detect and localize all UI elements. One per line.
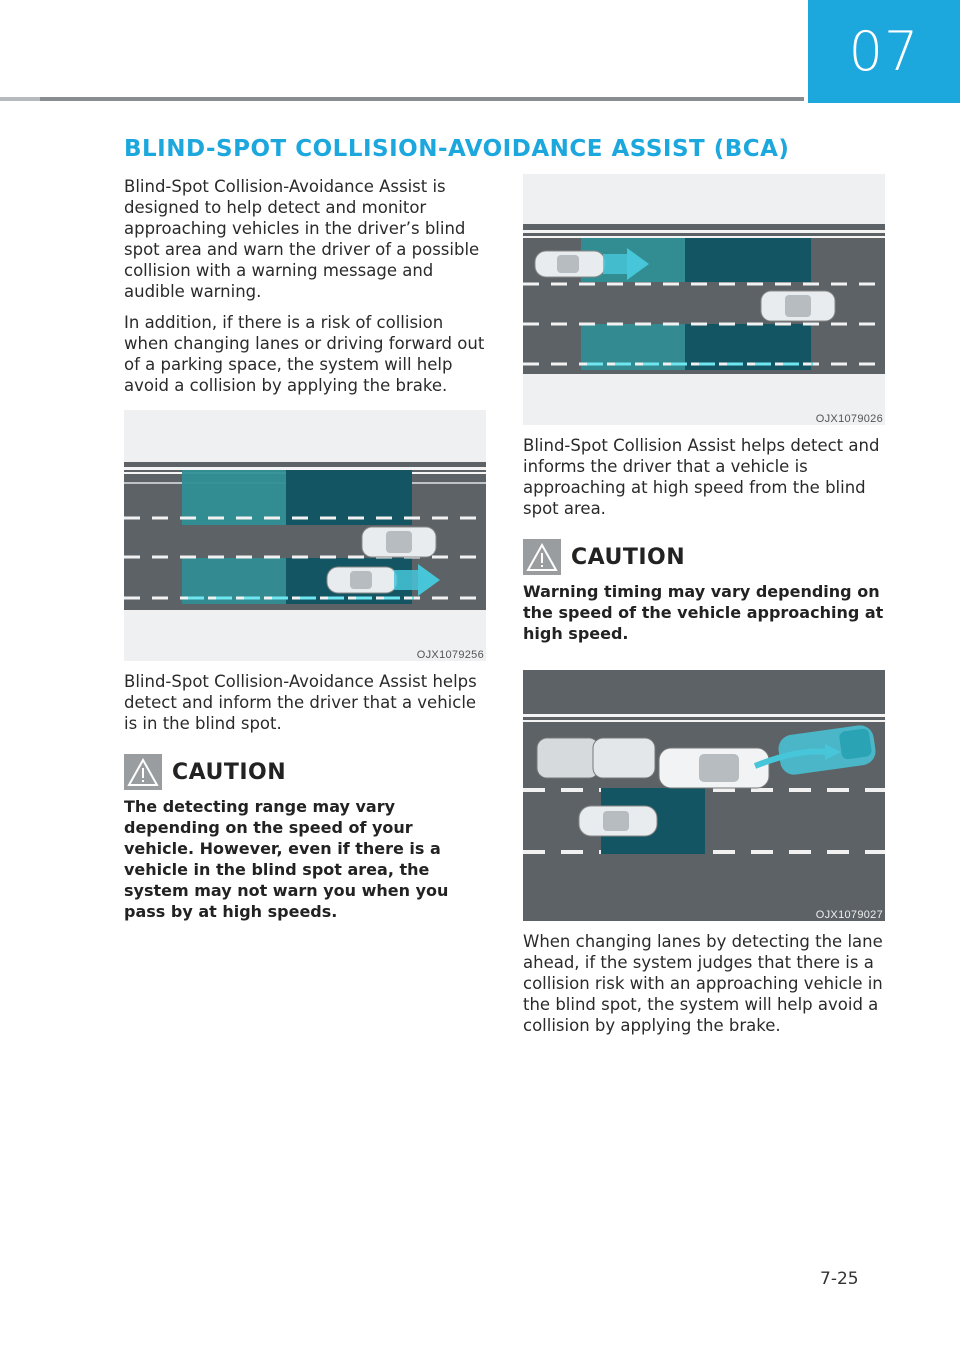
car-vehicle-icon	[535, 251, 605, 277]
caution-text: Warning timing may vary depending on the speed of the vehicle approaching at high speed.	[523, 582, 884, 643]
chapter-tab: 07	[808, 0, 960, 103]
header-rule-accent	[0, 97, 40, 101]
suv-vehicle-icon	[362, 527, 436, 557]
caution-title: CAUTION	[571, 544, 686, 570]
page-number: 7-25	[820, 1269, 859, 1289]
figure-high-speed-approach	[523, 174, 885, 425]
caution-header	[124, 754, 488, 790]
intro-paragraph-1: Blind-Spot Collision-Avoidance Assist is designed to help detect and monitor approaching vehicles in the driver’s blind spot area and warn the driver of a possible collision with a warning message and audible warning.	[124, 177, 480, 301]
figure-code: OJX1079026	[815, 413, 883, 425]
figure-caption: Blind-Spot Collision-Avoidance Assist helps detect and inform the driver that a vehicle is in the blind spot.	[124, 672, 477, 733]
car-vehicle-icon	[579, 806, 657, 836]
caution-header	[523, 539, 887, 575]
figure-lane-change-braking	[523, 670, 885, 921]
road-illustration-3	[523, 670, 885, 921]
figure-caption: Blind-Spot Collision Assist helps detect and informs the driver that a vehicle is approaching at high speed from the blind spot area.	[523, 436, 880, 518]
intro-paragraph-2: In addition, if there is a risk of collision when changing lanes or driving forward out of a parking space, the system will help avoid a collision by applying the brake.	[124, 313, 485, 395]
figure-code: OJX1079027	[815, 909, 883, 921]
caution-icon	[124, 754, 162, 790]
left-column	[124, 176, 488, 922]
road-illustration-1	[124, 410, 486, 661]
figure-blind-spot-detection	[124, 410, 486, 661]
section-title: BLIND-SPOT COLLISION-AVOIDANCE ASSIST (BCA)	[124, 136, 790, 162]
right-column	[523, 174, 887, 1046]
caution-title: CAUTION	[172, 759, 287, 785]
caution-icon	[523, 539, 561, 575]
figure-caption: When changing lanes by detecting the lane ahead, if the system judges that there is a collision risk with an approaching vehicle in the blind spot, the system will help avoid a collision by applying the brake.	[523, 932, 883, 1035]
header-rule	[0, 97, 804, 101]
figure-code: OJX1079256	[416, 649, 484, 661]
caution-text: The detecting range may vary depending on the speed of your vehicle. However, even if there is a vehicle in the blind spot area, the system may not warn you when you pass by at high speeds.	[124, 797, 449, 921]
suv-vehicle-icon	[761, 291, 835, 321]
car-vehicle-icon	[327, 567, 397, 593]
road-illustration-2	[523, 174, 885, 425]
